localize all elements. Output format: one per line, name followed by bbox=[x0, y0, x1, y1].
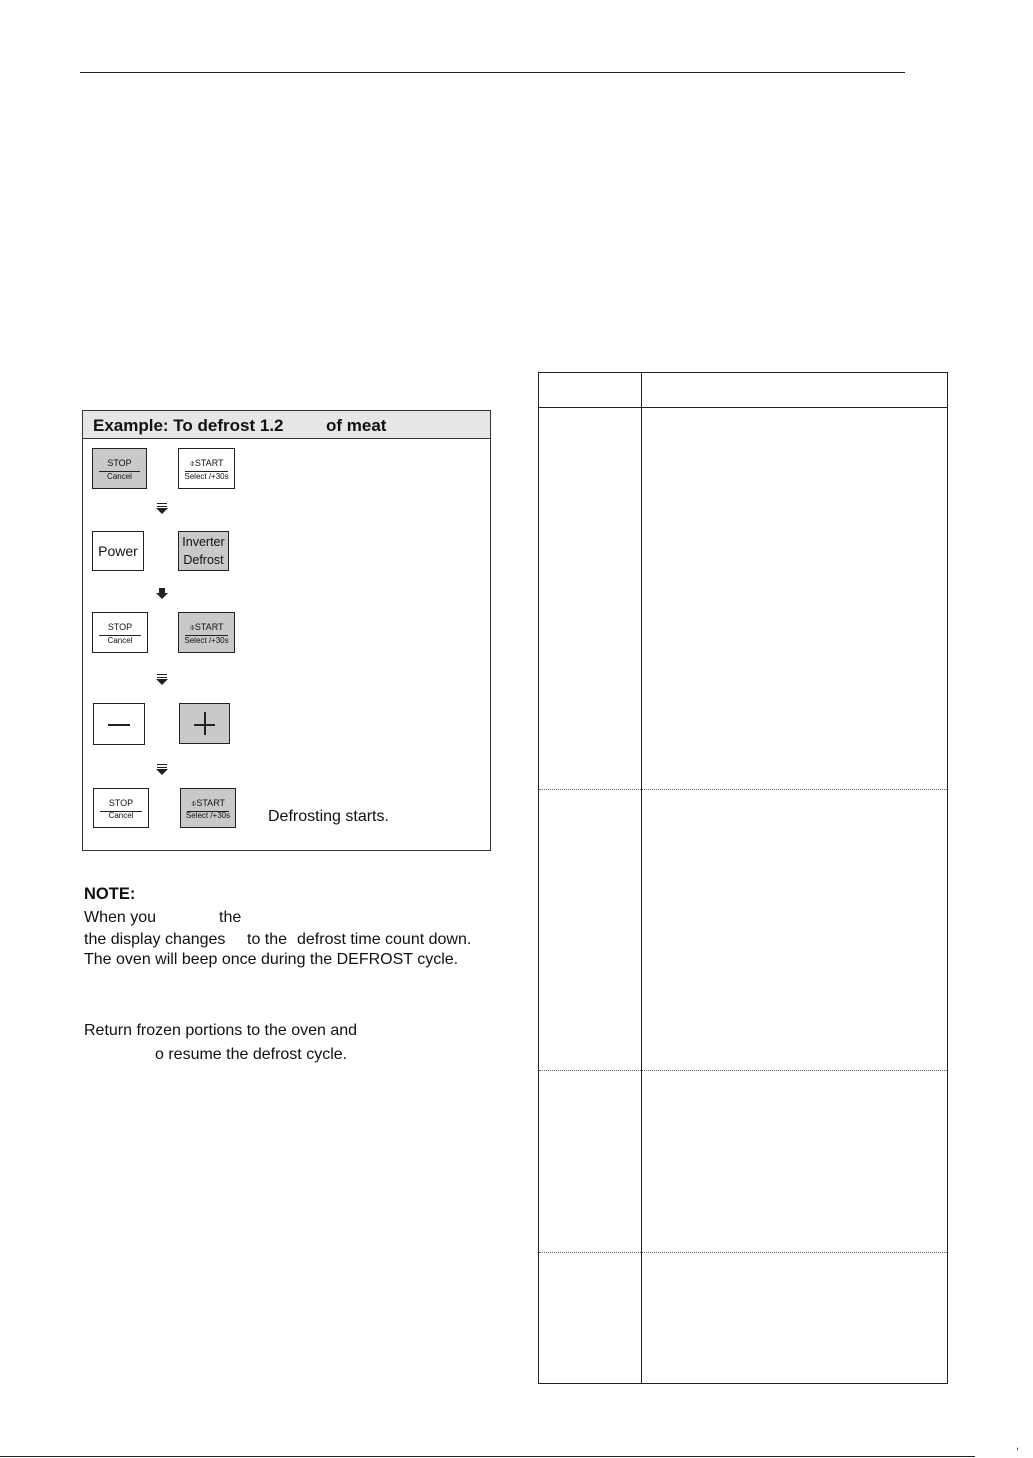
defrost-table bbox=[538, 372, 948, 1384]
stop-cancel-key bbox=[92, 448, 147, 489]
key-label: Power bbox=[98, 543, 138, 559]
key-bottom-label: Cancel bbox=[108, 811, 134, 820]
note-text: When you bbox=[84, 909, 157, 926]
minus-key bbox=[93, 703, 145, 745]
key-top-label: STOP bbox=[99, 457, 140, 472]
key-bottom-label: Select /+30s bbox=[184, 472, 229, 481]
start-select-key bbox=[180, 788, 236, 828]
note-text: Return frozen portions to the oven and bbox=[84, 1022, 358, 1039]
note-heading: NOTE: bbox=[84, 885, 136, 903]
example-box bbox=[82, 410, 491, 851]
key-top-label: ⌽START bbox=[187, 797, 229, 812]
example-title: Example: To defrost 1.2 bbox=[93, 416, 284, 435]
note-text: The oven will beep once during the DEFROST cycle. bbox=[84, 951, 459, 968]
example-header bbox=[83, 411, 490, 439]
key-bottom-label: Select /+30s bbox=[184, 636, 229, 645]
plus-icon-vertical bbox=[204, 712, 206, 735]
top-rule bbox=[80, 72, 905, 73]
note-text: o resume the defrost cycle. bbox=[155, 1046, 348, 1063]
key-top-label: STOP bbox=[99, 621, 141, 636]
stop-cancel-key bbox=[92, 612, 148, 653]
bottom-rule bbox=[0, 1456, 975, 1457]
table-row-divider bbox=[539, 1252, 947, 1253]
note-text: the bbox=[219, 909, 242, 926]
inverter-defrost-key bbox=[178, 531, 229, 571]
note-text: defrost time count down. bbox=[297, 931, 472, 948]
key-bottom-label: Select /+30s bbox=[185, 811, 231, 820]
power-key bbox=[92, 531, 144, 571]
key-top-label: STOP bbox=[100, 797, 142, 812]
minus-icon bbox=[108, 724, 130, 726]
start-select-key bbox=[178, 448, 235, 489]
key-top-label: ⌽START bbox=[185, 621, 228, 636]
note-text: to the bbox=[247, 931, 288, 948]
table-row-divider bbox=[539, 1070, 947, 1071]
table-header-rule bbox=[539, 407, 947, 408]
table-column-rule bbox=[641, 373, 642, 1383]
key-bottom-label: Cancel bbox=[107, 636, 133, 645]
edge-mark: , bbox=[1016, 1440, 1020, 1452]
stop-cancel-key bbox=[93, 788, 149, 828]
table-row-divider bbox=[539, 789, 947, 790]
plus-key bbox=[179, 703, 230, 744]
key-top-label: ⌽START bbox=[185, 457, 228, 472]
defrosting-starts-text: Defrosting starts. bbox=[268, 808, 389, 825]
key-bottom-label: Cancel bbox=[107, 472, 132, 481]
key-label-line2: Defrost bbox=[183, 553, 224, 567]
example-title-suffix: of meat bbox=[326, 416, 387, 435]
start-select-key bbox=[178, 612, 235, 653]
key-label-line1: Inverter bbox=[182, 535, 225, 549]
note-text: the display changes bbox=[84, 931, 226, 948]
